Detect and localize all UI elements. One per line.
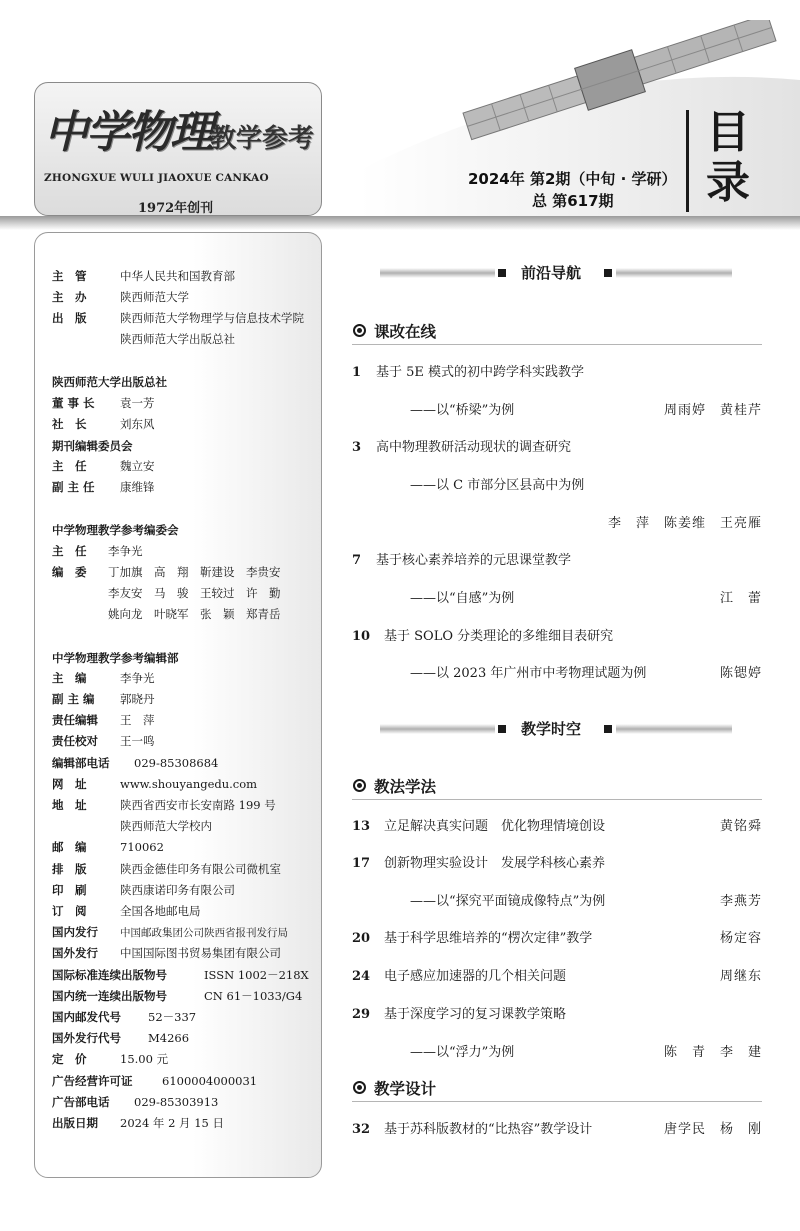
section-mark bbox=[604, 269, 612, 277]
info-row: 主 办 陕西师范大学 bbox=[52, 290, 189, 304]
info-group-header: 中学物理教学参考编辑部 bbox=[52, 651, 179, 665]
section-bar-left bbox=[380, 724, 495, 734]
info-row: 广告经营许可证 6100004000031 bbox=[52, 1074, 258, 1088]
info-row: 地 址 陕西省西安市长安南路 199 号 bbox=[52, 798, 276, 812]
info-row: 国外发行 中国国际图书贸易集团有限公司 bbox=[52, 946, 281, 960]
toc-authors: 江 蕾 bbox=[719, 591, 762, 606]
info-row: 董 事 长 袁一芳 bbox=[52, 396, 155, 410]
info-row: 社 长 刘东风 bbox=[52, 417, 155, 431]
info-row: 定 价 15.00 元 bbox=[52, 1052, 169, 1066]
toc-entry[interactable]: 13 立足解决真实问题 优化物理情境创设 bbox=[352, 819, 606, 834]
info-row: 排 版 陕西金德佳印务有限公司微机室 bbox=[52, 862, 281, 876]
section-bar-right bbox=[616, 724, 732, 734]
category-teaching-design: 教学设计 bbox=[374, 1080, 437, 1098]
info-row: 国内邮发代号 52－337 bbox=[52, 1010, 197, 1024]
contents-title bbox=[698, 108, 758, 208]
toc-entry[interactable]: 1 基于 5E 模式的初中跨学科实践教学 bbox=[352, 365, 585, 380]
info-row: 出 版 陕西师范大学物理学与信息技术学院 bbox=[52, 311, 304, 325]
total-issue: 总 第617期 bbox=[532, 192, 614, 210]
section-mark bbox=[498, 725, 506, 733]
info-row: 国际标准连续出版物号 ISSN 1002－218X bbox=[52, 968, 309, 982]
toc-authors: 周雨婷 黄桂芹 bbox=[663, 403, 762, 418]
toc-authors: 李燕芳 bbox=[719, 894, 762, 909]
toc-entry[interactable]: 24 电子感应加速器的几个相关问题 bbox=[352, 969, 567, 984]
info-row: 出版日期 2024 年 2 月 15 日 bbox=[52, 1116, 224, 1130]
info-row: 邮 编 710062 bbox=[52, 840, 164, 854]
section-title-teaching: 教学时空 bbox=[521, 720, 582, 738]
info-row: 印 刷 陕西康诺印务有限公司 bbox=[52, 883, 235, 897]
journal-logo: 中学物理 bbox=[44, 107, 212, 158]
info-row: 国内统一连续出版物号 CN 61－1033/G4 bbox=[52, 989, 303, 1003]
section-title-frontier: 前沿导航 bbox=[521, 264, 582, 282]
issue-line: 2024年 第2期（中旬 · 学研） bbox=[468, 170, 677, 188]
info-row: 广告部电话 029-85303913 bbox=[52, 1095, 219, 1109]
category-divider bbox=[352, 1101, 762, 1102]
toc-authors: 周继东 bbox=[719, 969, 762, 984]
journal-pinyin: ZHONGXUE WULI JIAOXUE CANKAO bbox=[44, 172, 269, 184]
toc-entry-subtitle: ——以“探究平面镜成像特点”为例 bbox=[410, 894, 606, 909]
category-divider bbox=[352, 344, 762, 345]
info-row: 编 委 丁加旗 高 翔 靳建设 李贵安 bbox=[52, 565, 281, 579]
info-row: 副 主 编 郭晓丹 bbox=[52, 692, 155, 706]
info-row: 国内发行 中国邮政集团公司陕西省报刊发行局 bbox=[52, 925, 288, 939]
toc-entry-subtitle: ——以 2023 年广州市中考物理试题为例 bbox=[410, 666, 647, 681]
info-row: 网 址 www.shouyangedu.com bbox=[52, 777, 258, 791]
info-row-continued: 李友安 马 骏 王较过 许 勤 bbox=[108, 586, 281, 600]
toc-authors: 黄铭舜 bbox=[719, 819, 762, 834]
info-row: 副 主 任 康维锋 bbox=[52, 480, 155, 494]
founded-year: 1972年创刊 bbox=[138, 201, 214, 216]
toc-entry[interactable]: 10 基于 SOLO 分类理论的多维细目表研究 bbox=[352, 629, 614, 644]
toc-authors: 杨定容 bbox=[719, 931, 762, 946]
title-divider bbox=[686, 110, 689, 212]
info-row: 国外发行代号 M4266 bbox=[52, 1031, 190, 1045]
info-group-header: 中学物理教学参考编委会 bbox=[52, 523, 179, 537]
toc-entry-subtitle: ——以 C 市部分区县高中为例 bbox=[410, 478, 585, 493]
info-row-continued: 陕西师范大学出版总社 bbox=[120, 332, 235, 346]
section-bar-right bbox=[616, 268, 732, 278]
info-row: 责任编辑 王 萍 bbox=[52, 713, 155, 727]
info-row: 主 任 魏立安 bbox=[52, 459, 155, 473]
contents-title-char-2: 录 bbox=[706, 157, 750, 208]
section-mark bbox=[604, 725, 612, 733]
category-bullet-icon bbox=[353, 324, 366, 337]
header-band bbox=[0, 216, 800, 230]
toc-entry-subtitle: ——以“自感”为例 bbox=[410, 591, 515, 606]
category-bullet-icon bbox=[353, 779, 366, 792]
contents-title-char-1: 目 bbox=[706, 107, 750, 158]
journal-logo-suffix: 教学参考 bbox=[210, 124, 315, 154]
info-row: 订 阅 全国各地邮电局 bbox=[52, 904, 201, 918]
toc-entry[interactable]: 20 基于科学思维培养的“楞次定律”教学 bbox=[352, 931, 593, 946]
info-row: 编辑部电话 029-85308684 bbox=[52, 756, 219, 770]
category-teaching-methods: 教法学法 bbox=[374, 778, 437, 796]
toc-entry[interactable]: 17 创新物理实验设计 发展学科核心素养 bbox=[352, 856, 606, 871]
info-row: 主 任 李争光 bbox=[52, 544, 143, 558]
info-row-continued: 姚向龙 叶晓军 张 颖 郑青岳 bbox=[108, 607, 281, 621]
toc-authors: 唐学民 杨 刚 bbox=[663, 1122, 762, 1137]
toc-entry-subtitle: ——以“浮力”为例 bbox=[410, 1045, 515, 1060]
info-row: 主 编 李争光 bbox=[52, 671, 155, 685]
toc-authors: 陈锶婷 bbox=[719, 666, 762, 681]
section-mark bbox=[498, 269, 506, 277]
toc-entry[interactable]: 32 基于苏科版教材的“比热容”教学设计 bbox=[352, 1122, 593, 1137]
toc-authors: 李 萍 陈姜维 王亮雁 bbox=[607, 516, 762, 531]
info-row: 主 管 中华人民共和国教育部 bbox=[52, 269, 235, 283]
toc-entry[interactable]: 3 高中物理教研活动现状的调查研究 bbox=[352, 440, 572, 455]
info-group-header: 陕西师范大学出版总社 bbox=[52, 375, 167, 389]
category-curriculum-reform: 课改在线 bbox=[374, 323, 437, 341]
category-divider bbox=[352, 799, 762, 800]
toc-entry[interactable]: 29 基于深度学习的复习课教学策略 bbox=[352, 1007, 567, 1022]
toc-entry-subtitle: ——以“桥梁”为例 bbox=[410, 403, 515, 418]
info-row: 责任校对 王一鸣 bbox=[52, 734, 155, 748]
section-bar-left bbox=[380, 268, 495, 278]
toc-authors: 陈 青 李 建 bbox=[663, 1045, 762, 1060]
toc-entry[interactable]: 7 基于核心素养培养的元思课堂教学 bbox=[352, 553, 572, 568]
info-row-continued: 陕西师范大学校内 bbox=[120, 819, 212, 833]
info-group-header: 期刊编辑委员会 bbox=[52, 439, 133, 453]
category-bullet-icon bbox=[353, 1081, 366, 1094]
